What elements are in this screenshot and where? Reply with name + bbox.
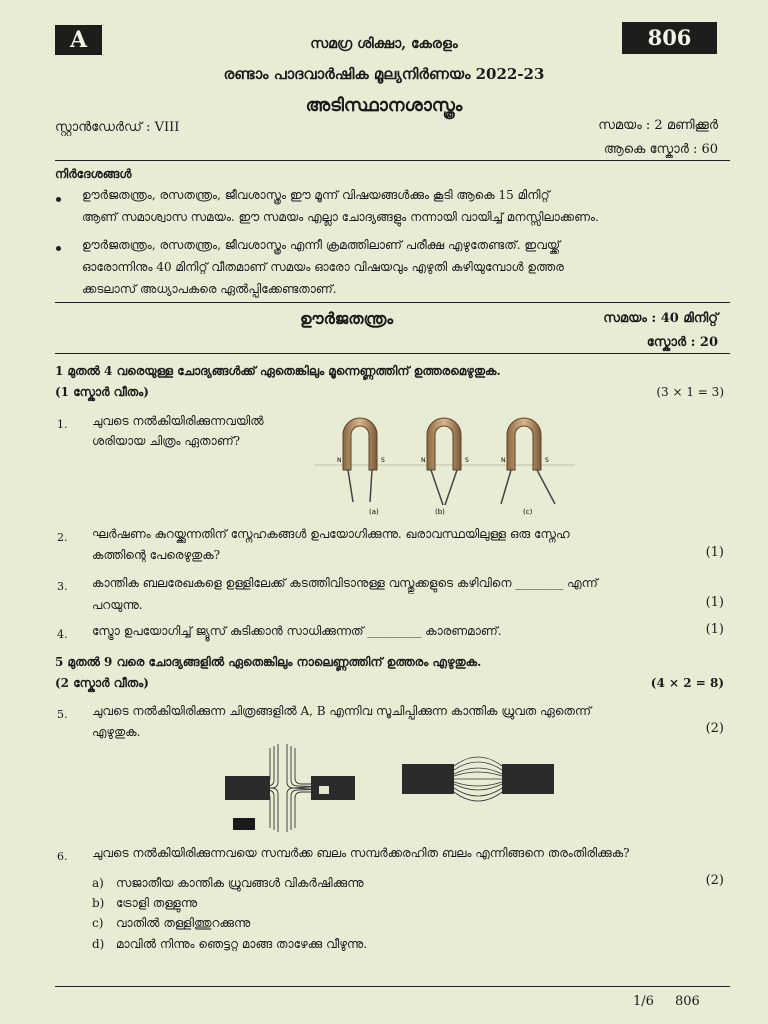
q6-option-key: a) <box>92 876 104 890</box>
q1-number: 1. <box>57 418 68 431</box>
q2-text: കത്തിന്റെ പേരെഴുതുക? <box>92 548 221 562</box>
q5-number: 5. <box>57 708 68 721</box>
figure-label-a: (a) <box>369 508 379 516</box>
time-label: സമയം : 2 മണിക്കൂർ <box>598 118 718 133</box>
q2-text: ഘർഷണം കുറയ്ക്കുന്നതിന് സ്നേഹകങ്ങൾ ഉപയോഗിക്കുന്നു. ഖരാവസ്ഥയിലുള്ള ഒരു സ്നേഹ <box>92 527 570 541</box>
q5-figure-b <box>402 756 554 808</box>
figure-label-b: (b) <box>435 508 445 516</box>
q4-marks: (1) <box>705 622 724 637</box>
q5-text: ചുവടെ നൽകിയിരിക്കുന്ന ചിത്രങ്ങളിൽ A, B എന്നിവ സൂചിപ്പിക്കുന്ന കാന്തിക ധ്രുവത ഏതെന്ന് <box>92 704 592 718</box>
instructions-title: നിർദേശങ്ങൾ <box>55 167 132 181</box>
exam-title: രണ്ടാം പാദവാർഷിക മൂല്യനിർണയം 2022-23 <box>223 65 545 83</box>
q6-number: 6. <box>57 850 68 863</box>
instruction-line: ഓരോന്നിനും 40 മിനിറ്റ് വീതമാണ് സമയം ഓരോ വിഷയവും എഴുതി കഴിയുമ്പോൾ ഉത്തര <box>82 260 564 274</box>
part2-sub: (2 സ്കോർ വീതം) <box>55 676 149 690</box>
q6-option-text: സജാതീയ കാന്തിക ധ്രുവങ്ങൾ വികർഷിക്കുന്നു <box>116 876 364 890</box>
standard-label: സ്റ്റാൻഡേർഡ് : VIII <box>55 120 180 135</box>
page-number: 1/6 <box>633 994 654 1009</box>
paper-code-badge: 806 <box>622 22 717 54</box>
figure-label-c: (c) <box>523 508 533 516</box>
part2-marks: (4 × 2 = 8) <box>650 676 724 690</box>
total-score-label: ആകെ സ്കോർ : 60 <box>603 142 718 157</box>
q3-number: 3. <box>57 580 68 593</box>
section-title: ഊർജതന്ത്രം <box>300 309 394 328</box>
org-name: സമഗ്ര ശിക്ഷാ, കേരളം <box>310 36 458 52</box>
section-score: സ്കോർ : 20 <box>646 335 718 350</box>
instruction-line: ഊർജതന്ത്രം, രസതന്ത്രം, ജീവശാസ്ത്രം എന്നീ ക്രമത്തിലാണ് പരീക്ഷ എഴുതേണ്ടത്. ഇവയ്ക്ക് <box>82 238 561 252</box>
q3-marks: (1) <box>705 595 724 610</box>
q6-option-key: b) <box>92 896 105 910</box>
magnet-a <box>343 418 377 502</box>
part1-marks: (3 × 1 = 3) <box>656 385 724 399</box>
pole-label: S <box>381 457 385 464</box>
section-time: സമയം : 40 മിനിറ്റ് <box>603 311 718 326</box>
instruction-line: ഊർജതന്ത്രം, രസതന്ത്രം, ജീവശാസ്ത്രം ഈ മൂന്ന് വിഷയങ്ങൾക്കും കൂടി ആകെ 15 മിനിറ്റ് <box>82 188 550 202</box>
part1-sub: (1 സ്കോർ വീതം) <box>55 385 149 399</box>
pole-label: N <box>337 457 342 464</box>
bullet-1 <box>56 197 61 202</box>
divider-footer <box>55 986 730 987</box>
footer-code: 806 <box>675 994 700 1009</box>
q4-number: 4. <box>57 628 68 641</box>
magnet-b <box>427 418 461 505</box>
divider-top <box>55 160 730 161</box>
q1-magnet-figure <box>315 410 575 520</box>
q6-option-text: വാതിൽ തള്ളിത്തുറക്കുന്നു <box>116 916 251 930</box>
pole-label: N <box>421 457 426 464</box>
q5-marks: (2) <box>705 721 724 736</box>
set-code-badge: A <box>55 25 102 55</box>
instruction-line: ആണ് സമാശ്വാസ സമയം. ഈ സമയം എല്ലാ ചോദ്യങ്ങളും നന്നായി വായിച്ച് മനസ്സിലാക്കണം. <box>82 210 599 224</box>
q6-option-text: മാവിൽ നിന്നും ഞെട്ടറ്റ മാങ്ങ താഴേക്കു വീഴുന്നു. <box>116 937 368 951</box>
bullet-2 <box>56 246 61 251</box>
q3-text: പറയുന്നു. <box>92 598 143 612</box>
divider-instructions <box>55 302 730 303</box>
part1-heading: 1 മുതൽ 4 വരെയുള്ള ചോദ്യങ്ങൾക്ക് ഏതെങ്കിലും മൂന്നെണ്ണത്തിന് ഉത്തരമെഴുതുക. <box>55 364 501 378</box>
q5-figure-a <box>225 738 355 838</box>
q6-option-text: ട്രോളി തള്ളുന്നു <box>116 896 198 910</box>
q6-option-key: c) <box>92 916 104 930</box>
q6-marks: (2) <box>705 873 724 888</box>
q1-text: ശരിയായ ചിത്രം ഏതാണ്? <box>92 434 241 448</box>
q2-number: 2. <box>57 531 68 544</box>
instruction-line: ക്കടലാസ് അധ്യാപകരെ ഏൽപ്പിക്കേണ്ടതാണ്. <box>82 282 337 296</box>
part2-heading: 5 മുതൽ 9 വരെ ചോദ്യങ്ങളിൽ ഏതെങ്കിലും നാലെണ്ണത്തിന് ഉത്തരം എഴുതുക. <box>55 655 482 669</box>
pole-label: S <box>465 457 469 464</box>
q6-option-key: d) <box>92 937 105 951</box>
q2-marks: (1) <box>705 545 724 560</box>
q6-text: ചുവടെ നൽകിയിരിക്കുന്നവയെ സമ്പർക്ക ബലം സമ്പർക്കരഹിത ബലം എന്നിങ്ങനെ തരംതിരിക്കുക? <box>92 846 630 860</box>
divider-section <box>55 353 730 354</box>
subject-title: അടിസ്ഥാനശാസ്ത്രം <box>305 95 463 116</box>
q1-text: ചുവടെ നൽകിയിരിക്കുന്നവയിൽ <box>92 414 264 428</box>
q5-text: എഴുതുക. <box>92 725 141 739</box>
pole-label: S <box>545 457 549 464</box>
q3-text: കാന്തിക ബലരേഖകളെ ഉള്ളിലേക്ക് കടത്തിവിടാനുള്ള വസ്തുക്കളുടെ കഴിവിനെ ________ എന്ന് <box>92 576 598 590</box>
q4-text: സ്ട്രോ ഉപയോഗിച്ച് ജ്യൂസ് കുടിക്കാൻ സാധിക്കുന്നത് _________ കാരണമാണ്. <box>92 624 502 638</box>
pole-label: N <box>501 457 506 464</box>
